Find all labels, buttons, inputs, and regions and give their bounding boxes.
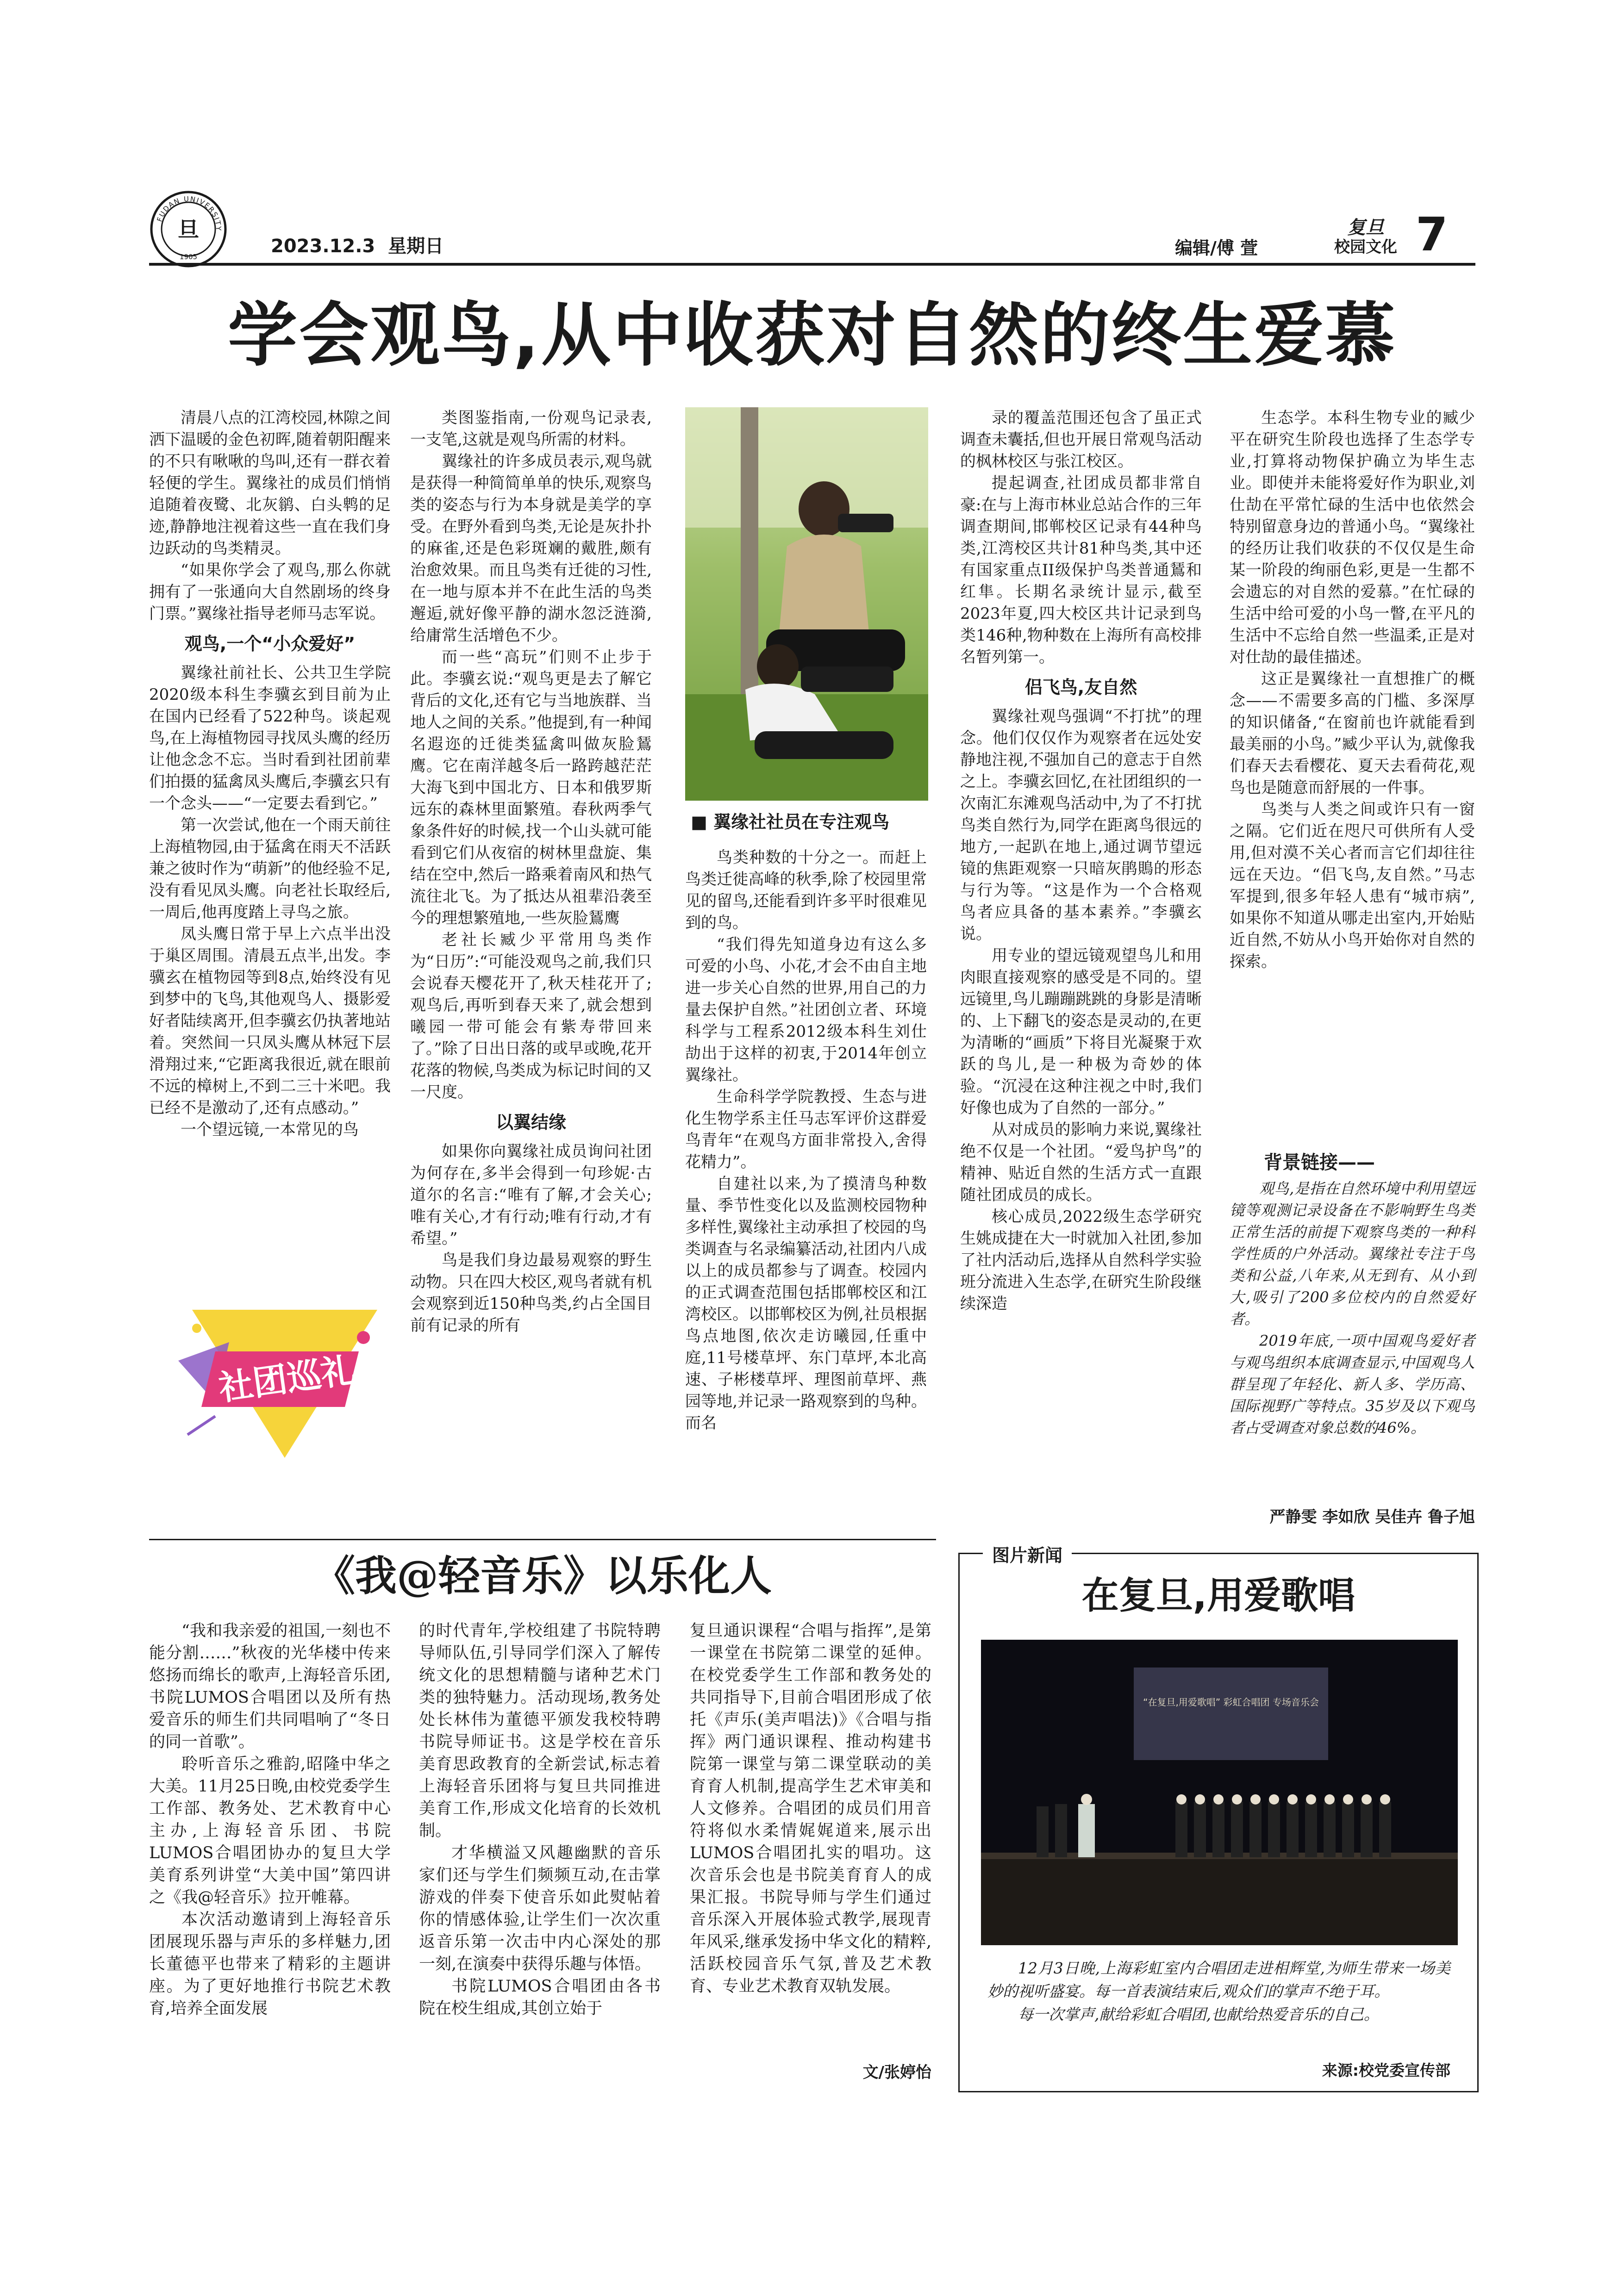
paragraph: 复旦通识课程“合唱与指挥”,是第一课堂在书院第二课堂的延伸。在校党委学生工作部和教务处的共同指导下,目前合唱团形成了依托《声乐(美声唱法)》《合唱与指挥》两门通识课程、推动构建书院第一课堂与第二课堂联动的美育育人机制,提高学生艺术审美和人文修养。合唱团的成员们用音符将似水柔情娓娓道来,展示出LUMOS合唱团扎实的唱功。这次音乐会也是书院美育育人的成果汇报。书院导师与学生们通过音乐深入开展体验式教学,展现青年风采,继承发扬中华文化的精粹,活跃校园音乐气氛,普及艺术教育、专业艺术教育双轨发展。 — [690, 1622, 931, 1996]
badge-text: 社团巡礼 — [216, 1350, 358, 1409]
paragraph: 自建社以来,为了摸清鸟种数量、季节性变化以及监测校园物种多样性,翼缘社主动承担了校园的鸟类调查与名录编纂活动,社团内八成以上的成员都参与了调查。校园内的正式调查范围包括邯郸校区和江湾校区。以邯郸校区为例,社员根据鸟点地图,依次走访曦园,任重中庭,11号楼草坪、东门草坪,本北高速、子彬楼草坪、理图前草坪、燕园等地,并记录一路观察到的鸟种。而名 — [685, 1175, 927, 1432]
paragraph: 而一些“高玩”们则不止步于此。李骥玄说:“观鸟更是去了解它背后的文化,还有它与当地族群、当地人之间的关系。”他提到,有一种闻名遐迩的迁徙类猛禽叫做灰脸鵟鹰。它在南洋越冬后一路跨越茫茫大海飞到中国北方、日本和俄罗斯远东的森林里面繁殖。春秋两季气象条件好的时候,找一个山头就可能看到它们从夜宿的树林里盘旋、集结在空中,然后一路乘着南风和热气流往北飞。为了抵达从祖辈沿袭至今的理想繁殖地,一些灰脸鵟鹰 — [410, 648, 652, 927]
paragraph: 用专业的望远镜观望鸟儿和用肉眼直接观察的感受是不同的。望远镜里,鸟儿蹦蹦跳跳的身影是清晰的、上下翻飞的姿态是灵动的,在更为清晰的“画质”下将目光凝聚于欢跃的鸟儿,是一种极为奇妙的体验。“沉浸在这种注视之中时,我们好像也成为了自然的一部分。” — [960, 946, 1202, 1117]
paragraph: 一个望远镜,一本常见的鸟 — [181, 1120, 359, 1139]
caption-text: 翼缘社社员在专注观鸟 — [713, 812, 890, 832]
paragraph: 的时代青年,学校组建了书院特聘导师队伍,引导同学们深入了解传统文化的思想精髓与诸种艺术门类的独特魅力。活动现场,教务处处长林伟为董德平颁发我校特聘书院导师证书。这是学校在音乐美育思政教育的全新尝试,标志着上海轻音乐团将与复旦共同推进美育工作,形成文化培育的长效机制。 — [419, 1622, 661, 1840]
paragraph: 凤头鹰日常于早上六点半出没于巢区周围。清晨五点半,出发。李骥玄在植物园等到8点,始终没有见到梦中的飞鸟,其他观鸟人、摄影爱好者陆续离开,但李骥玄仍执著地站着。突然间一只凤头鹰从林冠下层滑翔过来,“它距离我很近,就在眼前不远的樟树上,不到二三十米吧。我已经不是激动了,还有点感动。” — [149, 925, 391, 1117]
photo-news-source: 来源:校党委宣传部 — [1322, 2061, 1450, 2079]
issue-date: 2023.12.3 — [271, 236, 375, 257]
paragraph: 类图鉴指南,一份观鸟记录表,一支笔,这就是观鸟所需的材料。 — [410, 409, 652, 449]
issue-weekday: 星期日 — [388, 236, 444, 257]
paragraph: 才华横溢又风趣幽默的音乐家们还与学生们频频互动,在击掌游戏的伴奏下使音乐如此熨帖着你的情感体验,让学生们一次次重返音乐第一次击中内心深处的那一刻,在演奏中获得乐趣与体悟。 — [419, 1844, 661, 1973]
paragraph: 录的覆盖范围还包含了虽正式调查未囊括,但也开展日常观鸟活动的枫林校区与张江校区。 — [960, 409, 1202, 471]
seal-year: 1905 — [179, 253, 198, 261]
article1-column-3 — [685, 847, 927, 1434]
paragraph: “如果你学会了观鸟,那么你就拥有了一张通向大自然剧场的终身门票。”翼缘社指导老师马志军说。 — [149, 561, 391, 623]
masthead — [0, 0, 1624, 278]
section-label-group — [1324, 218, 1407, 256]
paragraph: 生态学。本科生物专业的臧少平在研究生阶段也选择了生态学专业,打算将动物保护确立为毕生志业。即使并未能将爱好作为职业,刘仕劼在平常忙碌的生活中也依然会特别留意身边的普通小鸟。“翼缘社的经历让我们收获的不仅仅是生命某一阶段的绚丽色彩,更是一生都不会遗忘的对自然的爱慕。”在忙碌的生活中给可爱的小鸟一瞥,在平凡的生活中不忘给自然一些温柔,正是对对仕劼的最佳描述。 — [1230, 409, 1475, 666]
background-link-title: 背景链接—— — [1264, 1152, 1375, 1173]
subheading-companion-birds: 侣飞鸟,友自然 — [1024, 677, 1137, 697]
birdwatchers-illustration — [685, 407, 928, 801]
paragraph: 2019年底,一项中国观鸟爱好者与观鸟组织本底调查显示,中国观鸟人群呈现了年轻化、新人多、学历高、国际视野广等特点。35岁及以下观鸟者占受调查对象总数的46%。 — [1230, 1332, 1475, 1437]
caption-square-icon: ■ — [691, 812, 707, 832]
seal-text: FUDAN UNIVERSITY — [155, 194, 223, 232]
article1-column-2 — [410, 407, 652, 1337]
section-divider — [149, 1539, 936, 1540]
paragraph: “我和我亲爱的祖国,一刻也不能分割……”秋夜的光华楼中传来悠扬而绵长的歌声,上海轻音乐团,书院LUMOS合唱团以及所有热爱音乐的师生们共同唱响了“冬日的同一首歌”。 — [149, 1622, 391, 1751]
paragraph: 每一次掌声,献给彩虹合唱团,也献给热爱音乐的自己。 — [1018, 2005, 1379, 2023]
photo-news-tag — [983, 1541, 1072, 1567]
article2-column-3 — [690, 1620, 931, 1997]
paragraph: 老社长臧少平常用鸟类作为“日历”:“可能没观鸟之前,我们只会说春天樱花开了,秋天桂花开了;观鸟后,再听到春天来了,就会想到曦园一带可能会有紫寿带回来了。”除了日出日落的或早或晚,花开花落的物候,鸟类成为标记时间的又一尺度。 — [410, 931, 652, 1101]
paragraph: 观鸟,是指在自然环境中利用望远镜等观测记录设备在不影响野生鸟类正常生活的前提下观察鸟类的一种科学性质的户外活动。翼缘社专注于鸟类和公益,八年来,从无到有、从小到大,吸引了200多位校内的自然爱好者。 — [1230, 1180, 1475, 1328]
paragraph: 如果你向翼缘社成员询问社团为何存在,多半会得到一句珍妮·古道尔的名言:“唯有了解,才会关心;唯有关心,才有行动;唯有行动,才有希望。” — [410, 1142, 652, 1248]
photo-news-caption — [987, 1957, 1450, 2026]
paragraph: 这正是翼缘社一直想推广的概念——不需要多高的门槛、多深厚的知识储备,“在窗前也许就能看到最美丽的小鸟。”臧少平认为,就像我们春天去看樱花、夏天去看荷花,观鸟也是随意而舒展的一件事。 — [1230, 670, 1475, 797]
paragraph: 鸟类与人类之间或许只有一窗之隔。它们近在咫尺可供所有人受用,但对漠不关心者而言它们却往往远在天边。“侣飞鸟,友自然。”马志军提到,很多年轻人患有“城市病”,如果你不知道从哪走出室内,开始贴近自然,不妨从小鸟开始你对自然的探索。 — [1230, 800, 1475, 971]
subheading-wing-bond: 以翼结缘 — [495, 1112, 566, 1132]
header-rule — [149, 263, 1475, 266]
paragraph: 12月3日晚,上海彩虹室内合唱团走进相辉堂,为师生带来一场美妙的视听盛宴。每一首表演结束后,观众们的掌声不绝于耳。 — [987, 1959, 1450, 2000]
section-name: 校园文化 — [1334, 238, 1397, 256]
background-link-body — [1230, 1178, 1475, 1439]
paragraph: 从对成员的影响力来说,翼缘社绝不仅是一个社团。“爱鸟护鸟”的精神、贴近自然的生活方式一直跟随社团成员的成长。 — [960, 1120, 1202, 1204]
paragraph: 清晨八点的江湾校园,林隙之间洒下温暖的金色初晖,随着朝阳醒来的不只有啾啾的鸟叫,还有一群衣着轻便的学生。翼缘社的成员们悄悄追随着夜鹭、北灰鹟、白头鹎的足迹,静静地注视着这些一直在我们身边跃动的鸟类精灵。 — [149, 409, 391, 558]
paragraph: 生命科学学院教授、生态与进化生物学系主任马志军评价这群爱鸟青年“在观鸟方面非常投入,舍得花精力”。 — [685, 1088, 927, 1171]
concert-photo — [981, 1640, 1458, 1945]
article1-column-1 — [149, 407, 391, 1141]
paragraph: 翼缘社的许多成员表示,观鸟就是获得一种简简单单的快乐,观察鸟类的姿态与行为本身就是美学的享受。在野外看到鸟类,无论是灰扑扑的麻雀,还是色彩斑斓的戴胜,颇有治愈效果。而且鸟类有迁徙的习性,在一地与原本并不在此生活的鸟类邂逅,就好像平静的湖水忽泛涟漪,给庸常生活增色不少。 — [410, 452, 652, 645]
paragraph: 翼缘社观鸟强调“不打扰”的理念。他们仅仅作为观察者在远处安静地注视,不强加自己的意志于自然之上。李骥玄回忆,在社团组织的一次南汇东滩观鸟活动中,为了不打扰鸟类自然行为,同学在距离鸟很远的地方,一起趴在地上,通过调节望远镜的焦距观察一只暗灰鹃鵙的形态与行为等。“这是作为一个合格观鸟者应具备的基本素养。”李骥玄说。 — [960, 707, 1202, 943]
paragraph: 第一次尝试,他在一个雨天前往上海植物园,由于猛禽在雨天不活跃兼之彼时作为“萌新”的他经验不足,没有看见凤头鹰。向老社长取经后,一周后,他再度踏上寻鸟之旅。 — [149, 816, 391, 921]
paragraph: 提起调查,社团成员都非常自豪:在与上海市林业总站合作的三年调查期间,邯郸校区记录有44种鸟类,江湾校区共计81种鸟类,其中还有国家重点II级保护鸟类普通鵟和红隼。长期名录统计显示,截至2023年夏,四大校区共计记录到鸟类146种,物种数在上海所有高校排名暂列第一。 — [960, 474, 1202, 666]
photo-caption — [691, 808, 931, 833]
article2-headline: 《我@轻音乐》以乐化人 — [313, 1551, 772, 1600]
paragraph: 核心成员,2022级生态学研究生姚成捷在大一时就加入社团,参加了社内活动后,选择从自然科学实验班分流进入生态学,在研究生阶段继续深造 — [960, 1207, 1202, 1313]
svg-text:旦: 旦 — [178, 217, 199, 242]
paragraph: 鸟类种数的十分之一。而赶上鸟类迁徙高峰的秋季,除了校园里常见的留鸟,还能看到许多平时很难见到的鸟。 — [685, 848, 927, 932]
article2-column-1 — [149, 1620, 391, 2020]
article1-column-5 — [1230, 407, 1475, 973]
article2-column-2 — [419, 1620, 661, 2020]
paragraph: 聆听音乐之雅韵,昭隆中华之大美。11月25日晚,由校党委学生工作部、教务处、艺术教育中心主办,上海轻音乐团、书院LUMOS合唱团协办的复旦大学美育系列讲堂“大美中国”第四讲之《我@轻音乐》拉开帷幕。 — [149, 1755, 391, 1907]
photo-news-box — [958, 1545, 1479, 2092]
issue-date-group — [271, 231, 443, 258]
birdwatching-photo — [685, 407, 928, 801]
photo-news-tag-text: 图片新闻 — [992, 1545, 1063, 1566]
article1-headline: 学会观鸟,从中收获对自然的终生爱慕 — [228, 295, 1397, 376]
subheading-niche-hobby: 观鸟,一个“小众爱好” — [184, 634, 356, 654]
article1-column-4 — [960, 407, 1202, 1315]
paragraph: 鸟是我们身边最易观察的野生动物。只在四大校区,观鸟者就有机会观察到近150种鸟类,约占全国目前有记录的所有 — [410, 1251, 652, 1335]
paragraph: 本次活动邀请到上海轻音乐团展现乐器与声乐的多样魅力,团长董德平也带来了精彩的主题讲座。为了更好地推行书院艺术教育,培养全面发展 — [149, 1910, 391, 2018]
paragraph: 翼缘社前社长、公共卫生学院2020级本科生李骥玄到目前为止在国内已经看了522种鸟。谈起观鸟,在上海植物园寻找凤头鹰的经历让他念念不忘。当时看到社团前辈们拍摄的猛禽凤头鹰后,李骥玄只有一个念头——“一定要去看到它。” — [149, 664, 391, 813]
university-seal-logo — [149, 190, 228, 268]
concert-banner-text: “在复旦,用爱歌唱” 彩虹合唱团 专场音乐会 — [1143, 1697, 1319, 1708]
article2-byline: 文/张婷怡 — [862, 2063, 931, 2082]
paragraph: “我们得先知道身边有这么多可爱的小鸟、小花,才会不由自主地进一步关心自然的世界,用自己的力量去保护自然。”社团创立者、环境科学与工程系2012级本科生刘仕劼出于这样的初衷,于2014年创立翼缘社。 — [685, 935, 927, 1084]
paper-name: 复旦 — [1347, 217, 1384, 238]
choir-stage-illustration — [981, 1640, 1458, 1945]
editor-credit: 编辑/傅 萱 — [1175, 238, 1258, 258]
page-number: 7 — [1416, 207, 1448, 261]
article1-authors: 严静雯 李如欣 吴佳卉 鲁子旭 — [1269, 1508, 1475, 1526]
paragraph: 书院LUMOS合唱团由各书院在校生组成,其创立始于 — [419, 1977, 661, 2018]
photo-news-title: 在复旦,用爱歌唱 — [1081, 1574, 1355, 1617]
club-tour-badge — [160, 1296, 391, 1467]
